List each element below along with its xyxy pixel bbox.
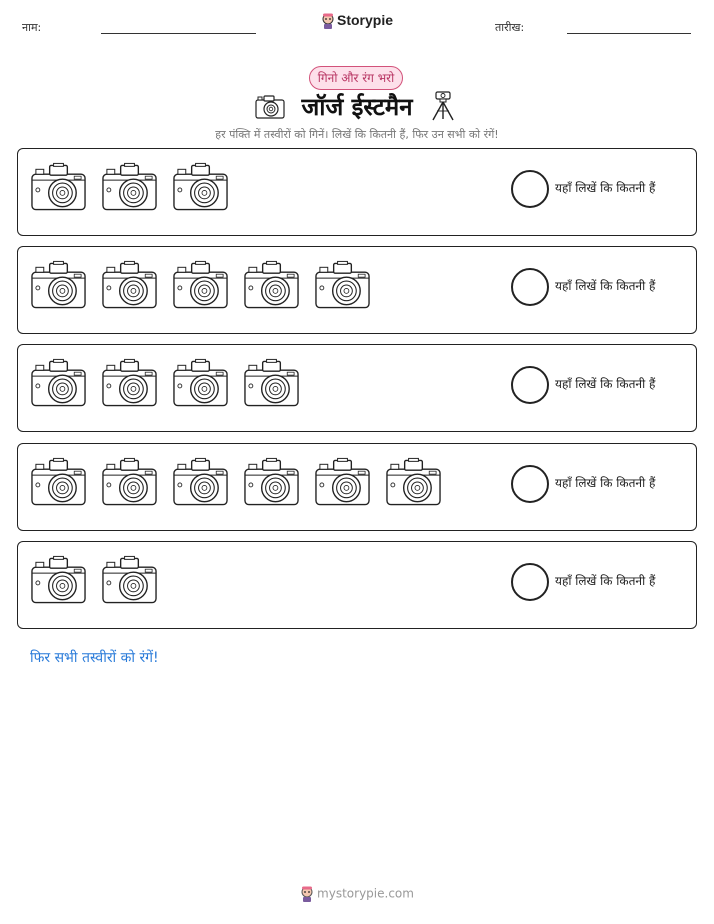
brand-logo <box>0 12 714 29</box>
camera-group <box>30 358 314 408</box>
brand-name: Storypie <box>336 12 393 28</box>
date-label: तारीख: <box>495 21 525 34</box>
instructions: हर पंक्ति में तस्वीरों को गिनें। लिखें कि कितनी हैं, फिर उन सभी को रंगें! <box>215 128 499 141</box>
date-line[interactable] <box>567 33 691 34</box>
camera-icon <box>30 260 87 310</box>
answer-circle[interactable] <box>511 268 549 306</box>
camera-group <box>30 457 456 507</box>
camera-icon <box>30 358 87 408</box>
mascot-icon <box>300 886 314 902</box>
count-row <box>17 344 697 432</box>
camera-icon <box>101 555 158 605</box>
name-label: नाम: <box>22 21 42 34</box>
camera-icon <box>385 457 442 507</box>
camera-icon <box>172 358 229 408</box>
write-label: यहाँ लिखें कि कितनी हैं <box>555 181 656 195</box>
camera-group <box>30 260 385 310</box>
count-row <box>17 443 697 531</box>
answer-circle[interactable] <box>511 465 549 503</box>
camera-icon <box>314 260 371 310</box>
camera-icon <box>101 457 158 507</box>
page-title: जॉर्ज ईस्टमैन <box>301 93 413 121</box>
site-url: mystorypie.com <box>317 886 414 901</box>
camera-icon <box>314 457 371 507</box>
camera-icon <box>243 260 300 310</box>
color-note: फिर सभी तस्वीरों को रंगें! <box>30 650 159 666</box>
count-row <box>17 246 697 334</box>
camera-icon <box>30 457 87 507</box>
camera-icon <box>101 162 158 212</box>
camera-group <box>30 555 172 605</box>
name-line[interactable] <box>101 33 256 34</box>
write-label: यहाँ लिखें कि कितनी हैं <box>555 377 656 391</box>
answer-circle[interactable] <box>511 170 549 208</box>
tripod-icon <box>430 91 456 121</box>
camera-icon <box>172 457 229 507</box>
camera-icon <box>172 162 229 212</box>
mascot-icon <box>321 13 335 29</box>
answer-circle[interactable] <box>511 366 549 404</box>
write-label: यहाँ लिखें कि कितनी हैं <box>555 574 656 588</box>
activity-tag: गिनो और रंग भरो <box>309 66 403 90</box>
camera-icon <box>101 260 158 310</box>
answer-circle[interactable] <box>511 563 549 601</box>
camera-icon <box>30 555 87 605</box>
count-row <box>17 148 697 236</box>
write-label: यहाँ लिखें कि कितनी हैं <box>555 279 656 293</box>
count-row <box>17 541 697 629</box>
write-label: यहाँ लिखें कि कितनी हैं <box>555 476 656 490</box>
camera-icon <box>30 162 87 212</box>
camera-icon <box>243 358 300 408</box>
site-footer <box>0 886 714 902</box>
camera-icon <box>243 457 300 507</box>
camera-group <box>30 162 243 212</box>
camera-icon <box>172 260 229 310</box>
camera-icon <box>101 358 158 408</box>
